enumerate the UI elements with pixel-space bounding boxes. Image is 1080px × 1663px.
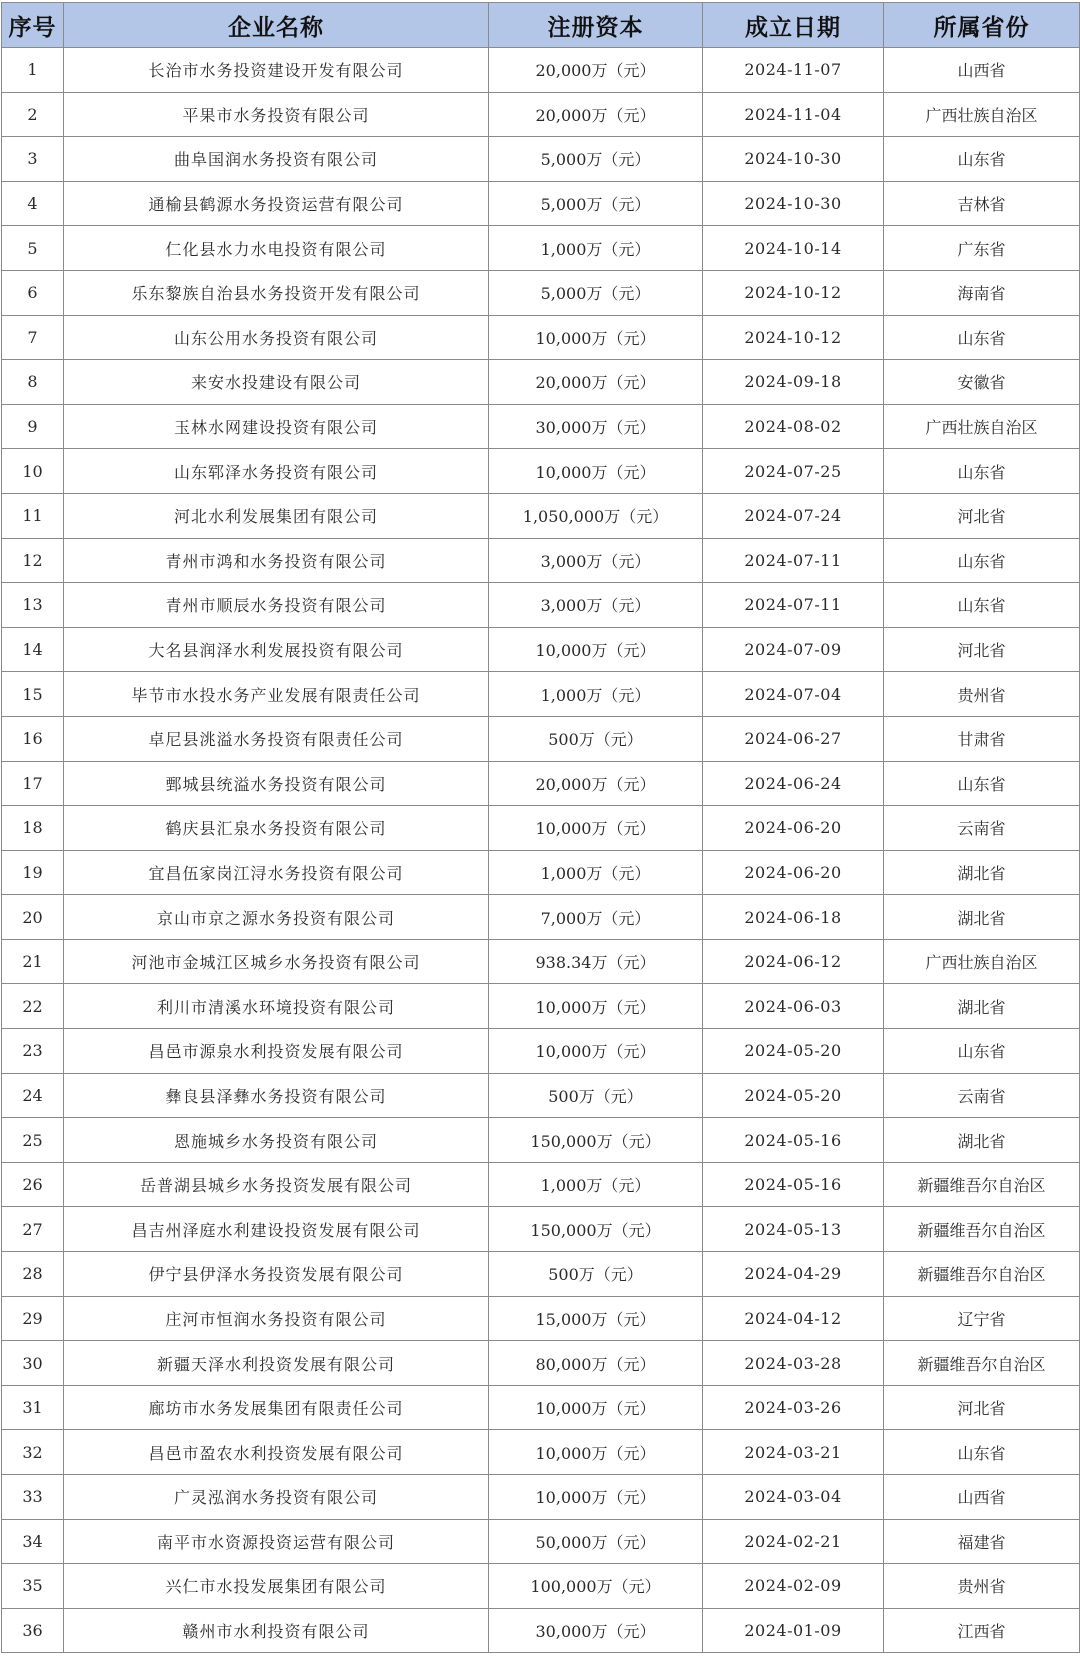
cell-established-date: 2024-07-24 <box>703 493 884 538</box>
cell-company-name: 利川市清溪水环境投资有限公司 <box>64 984 489 1029</box>
cell-company-name: 山东公用水务投资有限公司 <box>64 315 489 360</box>
table-row <box>2 672 1080 717</box>
cell-registered-capital: 20,000万（元） <box>489 360 703 405</box>
cell-company-name: 玉林水网建设投资有限公司 <box>64 404 489 449</box>
cell-registered-capital: 1,000万（元） <box>489 1162 703 1207</box>
cell-established-date: 2024-02-09 <box>703 1564 884 1609</box>
table-row <box>2 360 1080 405</box>
cell-province: 福建省 <box>884 1519 1080 1564</box>
cell-province: 吉林省 <box>884 181 1080 226</box>
cell-province: 山西省 <box>884 1475 1080 1520</box>
table-row <box>2 1341 1080 1386</box>
cell-province: 山东省 <box>884 761 1080 806</box>
cell-company-name: 昌邑市盈农水利投资发展有限公司 <box>64 1430 489 1475</box>
cell-index: 31 <box>2 1385 64 1430</box>
cell-company-name: 仁化县水力水电投资有限公司 <box>64 226 489 271</box>
cell-established-date: 2024-10-30 <box>703 181 884 226</box>
cell-established-date: 2024-05-20 <box>703 1073 884 1118</box>
cell-company-name: 通榆县鹤源水务投资运营有限公司 <box>64 181 489 226</box>
cell-company-name: 毕节市水投水务产业发展有限责任公司 <box>64 672 489 717</box>
cell-company-name: 鹤庆县汇泉水务投资有限公司 <box>64 806 489 851</box>
cell-index: 17 <box>2 761 64 806</box>
cell-company-name: 昌吉州泽庭水利建设投资发展有限公司 <box>64 1207 489 1252</box>
cell-province: 河北省 <box>884 1385 1080 1430</box>
cell-established-date: 2024-09-18 <box>703 360 884 405</box>
cell-company-name: 青州市鸿和水务投资有限公司 <box>64 538 489 583</box>
cell-company-name: 赣州市水利投资有限公司 <box>64 1608 489 1653</box>
cell-registered-capital: 15,000万（元） <box>489 1296 703 1341</box>
cell-company-name: 卓尼县洮溢水务投资有限责任公司 <box>64 716 489 761</box>
cell-established-date: 2024-02-21 <box>703 1519 884 1564</box>
table-header <box>2 3 1080 48</box>
cell-province: 安徽省 <box>884 360 1080 405</box>
cell-established-date: 2024-10-14 <box>703 226 884 271</box>
cell-province: 贵州省 <box>884 672 1080 717</box>
cell-company-name: 河池市金城江区城乡水务投资有限公司 <box>64 939 489 984</box>
cell-established-date: 2024-07-09 <box>703 627 884 672</box>
table-row <box>2 895 1080 940</box>
cell-registered-capital: 10,000万（元） <box>489 627 703 672</box>
cell-company-name: 昌邑市源泉水利投资发展有限公司 <box>64 1029 489 1074</box>
cell-province: 山东省 <box>884 449 1080 494</box>
table-row <box>2 1475 1080 1520</box>
cell-registered-capital: 5,000万（元） <box>489 181 703 226</box>
cell-index: 34 <box>2 1519 64 1564</box>
table-row <box>2 493 1080 538</box>
cell-registered-capital: 10,000万（元） <box>489 449 703 494</box>
table-row <box>2 1029 1080 1074</box>
cell-province: 新疆维吾尔自治区 <box>884 1207 1080 1252</box>
cell-index: 14 <box>2 627 64 672</box>
table-row <box>2 270 1080 315</box>
cell-index: 12 <box>2 538 64 583</box>
table-row <box>2 806 1080 851</box>
cell-province: 山东省 <box>884 315 1080 360</box>
cell-province: 云南省 <box>884 806 1080 851</box>
cell-province: 山东省 <box>884 583 1080 628</box>
cell-index: 30 <box>2 1341 64 1386</box>
cell-registered-capital: 1,000万（元） <box>489 850 703 895</box>
cell-established-date: 2024-10-12 <box>703 315 884 360</box>
cell-registered-capital: 150,000万（元） <box>489 1207 703 1252</box>
header-index: 序号 <box>2 3 64 48</box>
cell-index: 4 <box>2 181 64 226</box>
cell-established-date: 2024-05-16 <box>703 1162 884 1207</box>
table-row <box>2 315 1080 360</box>
cell-province: 广西壮族自治区 <box>884 939 1080 984</box>
cell-company-name: 恩施城乡水务投资有限公司 <box>64 1118 489 1163</box>
cell-established-date: 2024-07-25 <box>703 449 884 494</box>
cell-company-name: 彝良县泽彝水务投资有限公司 <box>64 1073 489 1118</box>
cell-registered-capital: 1,000万（元） <box>489 672 703 717</box>
header-registered-capital: 注册资本 <box>489 3 703 48</box>
cell-province: 河北省 <box>884 493 1080 538</box>
table-row <box>2 627 1080 672</box>
cell-established-date: 2024-05-13 <box>703 1207 884 1252</box>
cell-established-date: 2024-01-09 <box>703 1608 884 1653</box>
cell-established-date: 2024-06-20 <box>703 806 884 851</box>
cell-established-date: 2024-10-12 <box>703 270 884 315</box>
cell-province: 新疆维吾尔自治区 <box>884 1341 1080 1386</box>
cell-company-name: 广灵泓润水务投资有限公司 <box>64 1475 489 1520</box>
cell-province: 湖北省 <box>884 895 1080 940</box>
cell-province: 贵州省 <box>884 1564 1080 1609</box>
table-body <box>2 48 1080 1653</box>
cell-company-name: 鄄城县统溢水务投资有限公司 <box>64 761 489 806</box>
cell-registered-capital: 50,000万（元） <box>489 1519 703 1564</box>
table-row <box>2 1519 1080 1564</box>
cell-registered-capital: 10,000万（元） <box>489 984 703 1029</box>
cell-index: 15 <box>2 672 64 717</box>
cell-province: 山东省 <box>884 137 1080 182</box>
cell-established-date: 2024-11-07 <box>703 48 884 93</box>
cell-company-name: 庄河市恒润水务投资有限公司 <box>64 1296 489 1341</box>
cell-registered-capital: 10,000万（元） <box>489 1475 703 1520</box>
cell-established-date: 2024-04-12 <box>703 1296 884 1341</box>
cell-index: 28 <box>2 1252 64 1297</box>
cell-company-name: 来安水投建设有限公司 <box>64 360 489 405</box>
cell-index: 20 <box>2 895 64 940</box>
table-row <box>2 583 1080 628</box>
cell-registered-capital: 1,000万（元） <box>489 226 703 271</box>
cell-index: 27 <box>2 1207 64 1252</box>
cell-index: 2 <box>2 92 64 137</box>
table-row <box>2 1073 1080 1118</box>
table-row <box>2 1162 1080 1207</box>
cell-established-date: 2024-03-28 <box>703 1341 884 1386</box>
cell-registered-capital: 20,000万（元） <box>489 761 703 806</box>
table-row <box>2 1385 1080 1430</box>
cell-province: 湖北省 <box>884 984 1080 1029</box>
table-row <box>2 538 1080 583</box>
cell-index: 35 <box>2 1564 64 1609</box>
cell-registered-capital: 100,000万（元） <box>489 1564 703 1609</box>
cell-registered-capital: 10,000万（元） <box>489 1029 703 1074</box>
cell-index: 16 <box>2 716 64 761</box>
table-row <box>2 850 1080 895</box>
cell-index: 5 <box>2 226 64 271</box>
cell-province: 江西省 <box>884 1608 1080 1653</box>
header-established-date: 成立日期 <box>703 3 884 48</box>
cell-established-date: 2024-05-16 <box>703 1118 884 1163</box>
table-row <box>2 984 1080 1029</box>
cell-established-date: 2024-06-27 <box>703 716 884 761</box>
cell-company-name: 河北水利发展集团有限公司 <box>64 493 489 538</box>
cell-company-name: 兴仁市水投发展集团有限公司 <box>64 1564 489 1609</box>
cell-index: 29 <box>2 1296 64 1341</box>
cell-index: 9 <box>2 404 64 449</box>
cell-province: 新疆维吾尔自治区 <box>884 1252 1080 1297</box>
cell-established-date: 2024-06-03 <box>703 984 884 1029</box>
cell-established-date: 2024-03-04 <box>703 1475 884 1520</box>
cell-registered-capital: 20,000万（元） <box>489 48 703 93</box>
table-row <box>2 137 1080 182</box>
cell-company-name: 宜昌伍家岗江浔水务投资有限公司 <box>64 850 489 895</box>
cell-company-name: 平果市水务投资有限公司 <box>64 92 489 137</box>
cell-registered-capital: 3,000万（元） <box>489 583 703 628</box>
header-row <box>2 3 1080 48</box>
cell-province: 新疆维吾尔自治区 <box>884 1162 1080 1207</box>
cell-registered-capital: 30,000万（元） <box>489 1608 703 1653</box>
cell-index: 21 <box>2 939 64 984</box>
cell-province: 山东省 <box>884 538 1080 583</box>
cell-province: 山东省 <box>884 1029 1080 1074</box>
table-row <box>2 404 1080 449</box>
cell-index: 7 <box>2 315 64 360</box>
cell-registered-capital: 30,000万（元） <box>489 404 703 449</box>
header-province: 所属省份 <box>884 3 1080 48</box>
cell-registered-capital: 938.34万（元） <box>489 939 703 984</box>
cell-index: 18 <box>2 806 64 851</box>
cell-province: 甘肃省 <box>884 716 1080 761</box>
cell-province: 河北省 <box>884 627 1080 672</box>
cell-established-date: 2024-06-12 <box>703 939 884 984</box>
cell-index: 1 <box>2 48 64 93</box>
cell-established-date: 2024-04-29 <box>703 1252 884 1297</box>
table-row <box>2 1207 1080 1252</box>
cell-province: 广东省 <box>884 226 1080 271</box>
cell-registered-capital: 10,000万（元） <box>489 1385 703 1430</box>
cell-index: 19 <box>2 850 64 895</box>
cell-registered-capital: 500万（元） <box>489 716 703 761</box>
cell-index: 32 <box>2 1430 64 1475</box>
cell-index: 24 <box>2 1073 64 1118</box>
table-row <box>2 1296 1080 1341</box>
cell-registered-capital: 5,000万（元） <box>489 270 703 315</box>
cell-index: 22 <box>2 984 64 1029</box>
cell-province: 云南省 <box>884 1073 1080 1118</box>
cell-company-name: 新疆天泽水利投资发展有限公司 <box>64 1341 489 1386</box>
cell-company-name: 京山市京之源水务投资有限公司 <box>64 895 489 940</box>
cell-registered-capital: 80,000万（元） <box>489 1341 703 1386</box>
cell-established-date: 2024-07-11 <box>703 538 884 583</box>
cell-company-name: 乐东黎族自治县水务投资开发有限公司 <box>64 270 489 315</box>
cell-province: 广西壮族自治区 <box>884 92 1080 137</box>
cell-established-date: 2024-11-04 <box>703 92 884 137</box>
table-row <box>2 1118 1080 1163</box>
cell-established-date: 2024-06-18 <box>703 895 884 940</box>
cell-province: 山西省 <box>884 48 1080 93</box>
cell-established-date: 2024-10-30 <box>703 137 884 182</box>
cell-index: 3 <box>2 137 64 182</box>
table-row <box>2 226 1080 271</box>
cell-company-name: 廊坊市水务发展集团有限责任公司 <box>64 1385 489 1430</box>
cell-established-date: 2024-08-02 <box>703 404 884 449</box>
cell-registered-capital: 500万（元） <box>489 1073 703 1118</box>
table-row <box>2 1608 1080 1653</box>
cell-established-date: 2024-05-20 <box>703 1029 884 1074</box>
cell-established-date: 2024-03-26 <box>703 1385 884 1430</box>
table-row <box>2 716 1080 761</box>
cell-province: 湖北省 <box>884 1118 1080 1163</box>
cell-registered-capital: 150,000万（元） <box>489 1118 703 1163</box>
enterprise-table <box>1 2 1080 1653</box>
cell-company-name: 南平市水资源投资运营有限公司 <box>64 1519 489 1564</box>
cell-company-name: 岳普湖县城乡水务投资发展有限公司 <box>64 1162 489 1207</box>
cell-index: 8 <box>2 360 64 405</box>
cell-registered-capital: 500万（元） <box>489 1252 703 1297</box>
cell-index: 26 <box>2 1162 64 1207</box>
cell-established-date: 2024-07-11 <box>703 583 884 628</box>
table-row <box>2 939 1080 984</box>
cell-company-name: 长治市水务投资建设开发有限公司 <box>64 48 489 93</box>
table-row <box>2 48 1080 93</box>
cell-established-date: 2024-06-24 <box>703 761 884 806</box>
cell-company-name: 山东郓泽水务投资有限公司 <box>64 449 489 494</box>
cell-registered-capital: 7,000万（元） <box>489 895 703 940</box>
cell-province: 辽宁省 <box>884 1296 1080 1341</box>
table-row <box>2 1252 1080 1297</box>
header-company-name: 企业名称 <box>64 3 489 48</box>
table-row <box>2 1430 1080 1475</box>
cell-registered-capital: 10,000万（元） <box>489 1430 703 1475</box>
cell-province: 山东省 <box>884 1430 1080 1475</box>
cell-index: 36 <box>2 1608 64 1653</box>
cell-province: 湖北省 <box>884 850 1080 895</box>
cell-index: 33 <box>2 1475 64 1520</box>
cell-registered-capital: 10,000万（元） <box>489 806 703 851</box>
cell-established-date: 2024-06-20 <box>703 850 884 895</box>
table-row <box>2 449 1080 494</box>
cell-company-name: 曲阜国润水务投资有限公司 <box>64 137 489 182</box>
cell-index: 11 <box>2 493 64 538</box>
table-row <box>2 1564 1080 1609</box>
cell-company-name: 伊宁县伊泽水务投资发展有限公司 <box>64 1252 489 1297</box>
cell-index: 25 <box>2 1118 64 1163</box>
cell-registered-capital: 20,000万（元） <box>489 92 703 137</box>
cell-company-name: 大名县润泽水利发展投资有限公司 <box>64 627 489 672</box>
cell-registered-capital: 10,000万（元） <box>489 315 703 360</box>
cell-index: 10 <box>2 449 64 494</box>
cell-registered-capital: 5,000万（元） <box>489 137 703 182</box>
table-row <box>2 761 1080 806</box>
cell-index: 13 <box>2 583 64 628</box>
table-row <box>2 181 1080 226</box>
cell-registered-capital: 1,050,000万（元） <box>489 493 703 538</box>
table-row <box>2 92 1080 137</box>
cell-company-name: 青州市顺辰水务投资有限公司 <box>64 583 489 628</box>
cell-established-date: 2024-07-04 <box>703 672 884 717</box>
cell-index: 23 <box>2 1029 64 1074</box>
cell-province: 广西壮族自治区 <box>884 404 1080 449</box>
cell-index: 6 <box>2 270 64 315</box>
cell-registered-capital: 3,000万（元） <box>489 538 703 583</box>
cell-established-date: 2024-03-21 <box>703 1430 884 1475</box>
cell-province: 海南省 <box>884 270 1080 315</box>
